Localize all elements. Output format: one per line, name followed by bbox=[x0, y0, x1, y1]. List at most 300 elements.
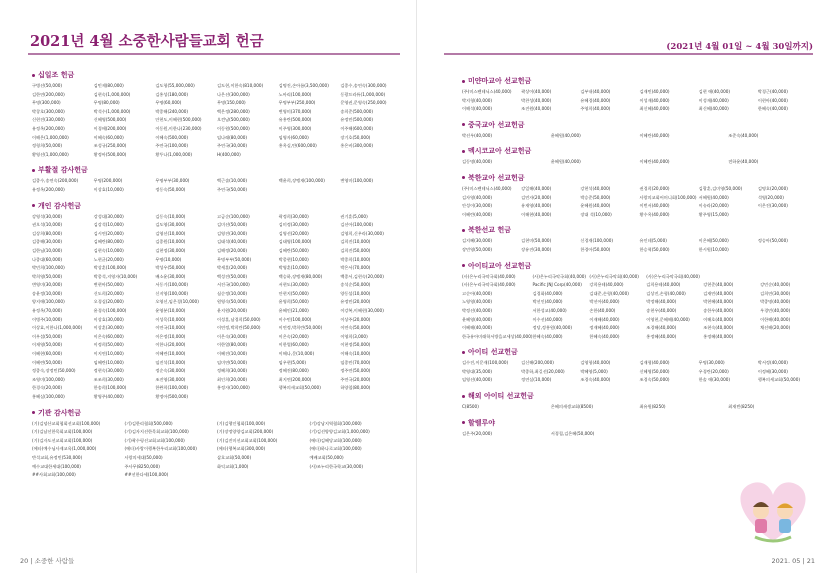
donor-entry: 배소윤(30,000) bbox=[155, 273, 186, 279]
section-heading-text: 북한선교 헌금 bbox=[468, 226, 512, 235]
donor-entry: 김신해(200,000) bbox=[521, 360, 554, 366]
donor-entry: 한솔 애(30,000) bbox=[698, 377, 731, 383]
donor-entry: 반석교회,유정민(530,000) bbox=[32, 454, 83, 460]
donor-list bbox=[462, 359, 817, 385]
donor-entry: 김영진(30,000) bbox=[217, 230, 248, 236]
donor-entry: 노영영(40,000) bbox=[462, 299, 493, 305]
donor-entry: 이정희(50,000) bbox=[93, 342, 124, 348]
donor-entry bbox=[760, 273, 817, 282]
children-heart-illustration bbox=[725, 471, 821, 551]
donor-entry: 신도희(20,000) bbox=[93, 290, 124, 296]
section-heading bbox=[462, 347, 817, 357]
donor-entry: (사)은누리국악국회(40,000) bbox=[532, 273, 587, 279]
donor-entry: 예수교대한세대(100,000) bbox=[32, 463, 81, 469]
donor-entry: 조경해(40,000) bbox=[646, 325, 677, 331]
donor-entry: 윤영분(10,000) bbox=[155, 308, 186, 314]
donor-entry: 정순숙(30,000) bbox=[155, 368, 186, 374]
page-footer-right: 2021. 05 | 21 bbox=[771, 557, 815, 565]
donor-entry: 김희용테(40,000) bbox=[646, 282, 681, 288]
donor-entry: 황영주(40,000) bbox=[93, 394, 124, 399]
donor-entry: 박찬성(40,000) bbox=[521, 97, 552, 103]
section-heading-text: 개인 감사헌금 bbox=[38, 201, 82, 210]
donor-entry: 신지영(100,000) bbox=[155, 290, 189, 296]
section-heading-text: 미얀마교아 선교헌금 bbox=[468, 77, 532, 85]
donor-entry: 이성목(10,000) bbox=[155, 316, 186, 322]
donor-entry: 주사무(8250,000) bbox=[124, 463, 160, 469]
donor-entry: 박지형(40,000) bbox=[462, 97, 493, 103]
donor-entry: 김영형(40,000) bbox=[580, 360, 611, 366]
donor-entry: 김희연(30,000) bbox=[760, 290, 791, 296]
donor-entry: 김영선(10,000) bbox=[155, 230, 186, 236]
donor-entry: 우경란(20,000) bbox=[698, 368, 729, 374]
section-heading bbox=[32, 70, 402, 80]
donor-entry: 이번서(40,000) bbox=[639, 203, 670, 209]
donor-entry: 박현혜(40,000) bbox=[703, 299, 734, 305]
donor-list bbox=[32, 213, 402, 402]
donor-entry: 무명(200,000) bbox=[93, 178, 123, 184]
donor-entry: 양지애(100,000) bbox=[32, 299, 65, 305]
donor-entry: 무명부부(250,000) bbox=[278, 100, 316, 106]
donor-entry: 이은숙(30,000) bbox=[217, 333, 248, 339]
donor-entry bbox=[703, 273, 760, 282]
donor-entry: 황정아(500,000) bbox=[93, 151, 127, 157]
donor-entry: 이혜련(10,000) bbox=[155, 351, 186, 357]
donor-entry: 최지연(200,000) bbox=[278, 376, 312, 382]
donor-entry: 박서정(40,000) bbox=[757, 360, 788, 366]
donor-entry: 김동명(40,000) bbox=[462, 159, 493, 165]
donor-entry: 강성대(30,000) bbox=[93, 213, 124, 219]
donor-entry: 정주연(50,000) bbox=[340, 368, 371, 374]
donor-entry: 이해나,문(10,000) bbox=[278, 351, 315, 357]
donor-entry: 김경화(40,000) bbox=[532, 290, 563, 296]
donor-entry: 이상효(10,000) bbox=[93, 186, 124, 192]
donor-entry: 이혜해(40,000) bbox=[462, 325, 493, 331]
donor-entry: 무명(60,000) bbox=[155, 100, 182, 106]
donor-entry: C(8500) bbox=[462, 404, 479, 410]
donor-entry: 김한님(10,000) bbox=[32, 247, 63, 253]
donor-entry: 이해현(40,000) bbox=[521, 211, 552, 217]
donor-entry: 우경민(40,000) bbox=[760, 307, 791, 313]
donor-entry: 윤혜영(40,000) bbox=[462, 316, 493, 322]
donor-entry: 이연정,박희란(50,000) bbox=[278, 325, 323, 331]
donor-entry: 홍정자(100,000) bbox=[217, 385, 250, 391]
donor-entry: 김수진,이문재(100,000) bbox=[462, 360, 509, 366]
offering-section bbox=[462, 76, 817, 114]
donor-entry: 박희영(50,000) bbox=[32, 273, 63, 279]
donor-entry: 예배교회(50,000) bbox=[309, 454, 344, 460]
donor-entry: 정재혜(40,000) bbox=[589, 325, 620, 331]
title-divider-right bbox=[444, 53, 813, 55]
donor-entry: 곽정희(30,000) bbox=[278, 213, 309, 219]
donor-entry: 이경애(200,000) bbox=[93, 125, 127, 131]
donor-entry: 무명(30,000) bbox=[698, 360, 725, 366]
donor-entry: ##선한다세(100,000) bbox=[124, 472, 169, 478]
bullet-icon bbox=[462, 421, 465, 424]
donor-entry: 이재해(40,000) bbox=[589, 316, 620, 322]
offering-section bbox=[462, 225, 817, 254]
donor-entry: 김광훈,김미영(50,000) bbox=[698, 185, 743, 191]
donor-entry: 이은진(30,000) bbox=[757, 203, 788, 209]
donor-entry: 변영미(30,000) bbox=[32, 282, 63, 288]
donor-entry: 이은숙(60,000) bbox=[93, 333, 124, 339]
donor-entry: 무명부부(30,000) bbox=[155, 178, 190, 184]
donor-entry: (기)김녕산교회협회선교회(100,000) bbox=[32, 420, 101, 426]
donor-entry: 박세훈(20,000) bbox=[217, 265, 248, 271]
donor-entry: 김현숙(1,000,000) bbox=[93, 91, 131, 97]
section-heading bbox=[462, 120, 817, 130]
offering-section bbox=[32, 165, 402, 194]
donor-entry: 박정선(40,000) bbox=[462, 307, 493, 313]
donor-entry: 백성진(50,000) bbox=[217, 273, 248, 279]
donor-entry: 김한연(200,000) bbox=[32, 91, 65, 97]
donor-entry: 유정민(500,000) bbox=[340, 117, 374, 123]
left-sections bbox=[32, 70, 402, 486]
donor-entry: 이해호(40,000) bbox=[703, 316, 734, 322]
section-heading bbox=[462, 418, 817, 428]
bullet-icon bbox=[462, 150, 465, 153]
donor-list bbox=[462, 185, 817, 219]
donor-entry: 정당,정흥원(40,000) bbox=[532, 325, 572, 331]
donor-entry: 이연국(10,000) bbox=[155, 325, 186, 331]
donor-entry: 김종해(30,000) bbox=[32, 239, 63, 245]
donor-entry: 김혜란(50,000) bbox=[278, 247, 309, 253]
bullet-icon bbox=[462, 176, 465, 179]
donor-entry: 장기호(50,000) bbox=[340, 134, 371, 140]
donor-entry: (기)김선양양김교회(1,000,000) bbox=[309, 429, 370, 435]
donor-entry: 황정아(500,000) bbox=[155, 394, 189, 399]
offering-section bbox=[462, 418, 817, 439]
page-footer-left: 20 | 소중한 사람들 bbox=[20, 557, 75, 565]
donor-entry: 김현미(50,000) bbox=[521, 238, 552, 244]
donor-entry: 오영선,임은경(10,000) bbox=[155, 299, 199, 305]
donor-entry: 윤지원(20,000) bbox=[217, 308, 248, 314]
donor-entry: 안현도,이혜현(500,000) bbox=[155, 117, 202, 123]
donor-entry: 한승혁(50,000) bbox=[639, 246, 670, 252]
donor-entry: 구병선(50,000) bbox=[32, 83, 63, 88]
donor-entry: 윤혜원(40,000) bbox=[550, 132, 581, 138]
donor-entry: 박영훈(10,000) bbox=[278, 265, 309, 271]
donor-entry: 조성규(250,000) bbox=[93, 143, 127, 149]
donor-entry: 나종대(60,000) bbox=[32, 256, 63, 262]
donor-entry: 이성재(40,000) bbox=[639, 97, 670, 103]
donor-entry: 주연국(50,000) bbox=[217, 186, 248, 192]
section-heading bbox=[462, 225, 817, 235]
donor-entry: 이혜숙(60,000) bbox=[93, 134, 124, 140]
donor-entry: 서경철,김은혜(50,000) bbox=[550, 430, 595, 436]
donor-entry: 이혜진(10,000) bbox=[217, 351, 248, 357]
donor-entry: 고금순(100,000) bbox=[217, 213, 250, 219]
donor-entry: 한시원(10,000) bbox=[698, 246, 729, 252]
donor-entry: 한경아(50,000) bbox=[580, 246, 611, 252]
donor-entry: 서현도(30,000) bbox=[278, 282, 309, 288]
donor-entry: 장대 석(10,000) bbox=[580, 211, 612, 217]
right-sections bbox=[462, 76, 817, 444]
donor-entry: 사랑의교회어머니회(100,000) bbox=[639, 194, 697, 200]
donor-entry: 이지연(10,000) bbox=[93, 351, 124, 357]
donor-entry: 정현숙(30,000) bbox=[93, 368, 124, 374]
donor-entry: 이혜련(50,000) bbox=[32, 359, 63, 365]
donor-entry: 김동숙(10,000) bbox=[155, 213, 186, 219]
bullet-icon bbox=[462, 80, 465, 83]
donor-entry: 이슈라(20,000) bbox=[698, 203, 729, 209]
donor-list bbox=[462, 132, 817, 141]
section-heading bbox=[462, 76, 817, 86]
donor-entry: 하양철(80,000) bbox=[340, 385, 371, 391]
donor-entry: 정혜진(80,000) bbox=[278, 368, 309, 374]
donor-entry: 유정옥(200,000) bbox=[32, 186, 65, 192]
donor-entry: 황투나(1,000,000) bbox=[155, 151, 193, 157]
donor-entry: 조경숙(50,000) bbox=[639, 377, 670, 383]
bullet-icon bbox=[462, 264, 465, 267]
donor-entry: 박종하,최길선(20,000) bbox=[521, 368, 565, 374]
donor-entry: 강영석(30,000) bbox=[32, 213, 63, 219]
donor-entry: 서진국(100,000) bbox=[217, 282, 250, 288]
donor-entry: 유정민(20,000) bbox=[340, 299, 371, 305]
donor-entry: 홍정혜(40,000) bbox=[646, 333, 677, 339]
section-heading bbox=[32, 201, 402, 211]
donor-entry: 곽상이(40,000) bbox=[521, 89, 552, 94]
donor-entry: 홍정혜(40,000) bbox=[703, 333, 734, 339]
donor-entry: 강일해(40,000) bbox=[521, 185, 552, 191]
bullet-icon bbox=[32, 411, 35, 414]
donor-entry: 김선아(100,000) bbox=[340, 222, 374, 228]
donor-list bbox=[462, 158, 817, 167]
donor-entry: 김태영(100,000) bbox=[278, 239, 312, 245]
donor-list bbox=[462, 430, 817, 439]
donor-entry: (에타)행복교회(300,000) bbox=[217, 446, 266, 452]
donor-entry: 안현지(50,000) bbox=[278, 290, 309, 296]
donor-entry: 홍옥실,탄(600,000) bbox=[278, 143, 317, 149]
donor-entry: 박영대(35,000) bbox=[462, 368, 493, 374]
donor-entry: 김종수,송연숙(200,000) bbox=[32, 178, 79, 184]
left-page bbox=[0, 0, 417, 573]
donor-entry: 장민영(50,000) bbox=[462, 246, 493, 252]
donor-entry: 윤영희(50,000) bbox=[278, 299, 309, 305]
donor-list bbox=[32, 177, 402, 194]
donor-entry: 정형희(50,000) bbox=[32, 143, 63, 149]
donor-entry: 정동숙(50,000) bbox=[155, 186, 186, 192]
donor-entry: 김재민(40,000) bbox=[703, 290, 734, 296]
donor-entry: 박종명(40,000) bbox=[760, 299, 791, 305]
donor-entry: 박승준(50,000) bbox=[580, 194, 611, 200]
donor-entry: 박창호(300,000) bbox=[32, 108, 65, 114]
donor-entry: 김명진,손아름(3,500,000) bbox=[278, 83, 329, 88]
donor-entry: 임진석(10,000) bbox=[155, 359, 186, 365]
donor-entry: 김미정(30,000) bbox=[278, 222, 309, 228]
donor-entry: 조현숙(40,000) bbox=[703, 325, 734, 331]
donor-entry: 김재민(40,000) bbox=[639, 89, 670, 94]
offering-section bbox=[462, 173, 817, 219]
donor-entry: (사)조누리한국학교(30,000) bbox=[309, 463, 364, 469]
offering-section bbox=[462, 391, 817, 412]
title-divider bbox=[28, 53, 400, 55]
donor-list bbox=[32, 420, 402, 480]
donor-entry: 백승하,장엥재(80,000) bbox=[278, 273, 323, 279]
donor-entry: 무명(10,000) bbox=[155, 256, 182, 262]
donor-entry: 최신혜(40,000) bbox=[698, 106, 729, 112]
donor-entry: 박종현(10,000) bbox=[278, 256, 309, 262]
donor-entry: 송석순(50,000) bbox=[340, 282, 371, 288]
donor-entry: 유홍란(500,000) bbox=[278, 117, 312, 123]
donor-entry: 이재영(50,000) bbox=[32, 342, 63, 348]
section-heading-text: 북한교아 선교헌금 bbox=[468, 173, 525, 182]
donor-entry: (기)김행인협회(100,000) bbox=[217, 420, 266, 426]
donor-entry: 신혜영(500,000) bbox=[93, 117, 127, 123]
donor-list bbox=[462, 403, 817, 412]
section-heading-text: 십일조 헌금 bbox=[38, 71, 75, 79]
donor-entry: 이해석(40,000) bbox=[462, 106, 493, 112]
donor-entry: 조진영(30,000) bbox=[155, 376, 186, 382]
section-heading-text: 부활절 감사헌금 bbox=[38, 166, 88, 175]
donor-entry: (에타)예수님사제교육(1,000,000) bbox=[32, 446, 97, 452]
donor-entry: 김시연(20,000) bbox=[93, 230, 124, 236]
donor-entry: 양동섭(10,000) bbox=[340, 290, 371, 296]
donor-entry: 김도형(55,000,000) bbox=[155, 83, 195, 88]
donor-entry: (주)미스펜테닉스(40,000) bbox=[462, 89, 512, 94]
donor-entry: 이한해(40,000) bbox=[760, 316, 791, 322]
donor-entry: 김혜란(80,000) bbox=[93, 239, 124, 245]
donor-entry: 이혜란(40,000) bbox=[639, 132, 670, 138]
donor-entry: 오견남(500,000) bbox=[217, 117, 250, 123]
section-heading-text: 아이티교아 선교헌금 bbox=[468, 261, 532, 270]
donor-entry: 송윤정(10,000) bbox=[32, 290, 63, 296]
right-page bbox=[418, 0, 835, 573]
donor-entry: 이주영(300,000) bbox=[278, 125, 312, 131]
donor-entry: 이수선(40,000) bbox=[532, 316, 563, 322]
donor-entry: 최인희(20,000) bbox=[217, 376, 248, 382]
donor-entry: 노아리(100,000) bbox=[278, 91, 312, 97]
donor-entry: 이상효(30,000) bbox=[93, 316, 124, 322]
donor-entry: (기)곽수평선교회교회(100,000) bbox=[124, 437, 185, 443]
section-heading-text: 멕시코교아 선교헌금 bbox=[468, 147, 532, 156]
donor-entry: 조준숙(40,000) bbox=[728, 132, 759, 138]
donor-entry: 박석수(1,000,000) bbox=[93, 108, 131, 114]
bullet-icon bbox=[32, 204, 35, 207]
donor-entry: 임종민(70,000) bbox=[340, 359, 371, 365]
donor-entry: 김미선(50,000) bbox=[217, 222, 248, 228]
donor-entry: 서동기(100,000) bbox=[155, 282, 189, 288]
donor-entry: (에타)하나로교회(100,000) bbox=[309, 446, 362, 452]
donor-entry: 김부내(40,000) bbox=[580, 89, 611, 94]
donor-entry: 박선인(40,000) bbox=[532, 299, 563, 305]
donor-entry: 이현정(50,000) bbox=[340, 342, 371, 348]
donor-entry: 정혜희(30,000) bbox=[217, 368, 248, 374]
donor-entry: 박민희(100,000) bbox=[32, 265, 65, 271]
donor-entry: (사)은누리국악국회(40,000) bbox=[462, 273, 516, 279]
donor-entry: 김현숙(10,000) bbox=[93, 247, 124, 253]
offering-section bbox=[462, 120, 817, 141]
offering-section bbox=[462, 146, 817, 167]
donor-entry: 이은혜(50,000) bbox=[698, 238, 729, 244]
donor-entry: 은혜의새생교회(8500) bbox=[550, 404, 593, 410]
donor-entry: 최유원(8250) bbox=[639, 404, 666, 410]
donor-entry: 김태석(40,000) bbox=[217, 239, 248, 245]
donor-entry: 이영희(3,000) bbox=[340, 333, 368, 339]
section-heading bbox=[32, 408, 402, 418]
bullet-icon bbox=[32, 169, 35, 172]
bullet-icon bbox=[462, 395, 465, 398]
donor-entry: 정승아(50,000) bbox=[757, 238, 788, 244]
donor-entry: 박종희(10,000) bbox=[340, 256, 371, 262]
donor-entry: 김명호(20,000) bbox=[757, 185, 788, 191]
donor-entry: 서혜원(40,000) bbox=[698, 194, 729, 200]
donor-entry: 박종석,지영자(10,000) bbox=[93, 273, 138, 279]
offering-section bbox=[462, 347, 817, 385]
donor-entry: 정연실(10,000) bbox=[521, 377, 552, 383]
donor-entry: 임미연(50,000) bbox=[217, 359, 248, 365]
donor-entry: 김영선(20,000) bbox=[278, 230, 309, 236]
donor-entry: 유정옥(70,000) bbox=[32, 308, 63, 314]
donor-entry: 행복의세교회(50,000) bbox=[757, 377, 801, 383]
donor-entry: (기)김진미선교회교회(100,000) bbox=[217, 437, 278, 443]
donor-entry: 한혜숙(40,000) bbox=[757, 106, 788, 112]
donor-entry: 무명(150,000) bbox=[217, 100, 246, 106]
section-heading bbox=[462, 173, 817, 183]
donor-entry: 석영(20,000) bbox=[757, 194, 784, 200]
donor-entry: 백종서,김현숙(20,000) bbox=[340, 273, 384, 279]
donor-entry: 박은서(70,000) bbox=[340, 265, 371, 271]
offering-section bbox=[32, 408, 402, 480]
donor-entry: (기)김남선한목회교회(100,000) bbox=[32, 429, 93, 435]
donor-entry: 문영권,문영숙(250,000) bbox=[340, 100, 387, 106]
donor-entry: 조경숙(40,000) bbox=[580, 377, 611, 383]
donor-entry: 김상진,손형(40,000) bbox=[646, 290, 686, 296]
donor-entry: 권오석(10,000) bbox=[32, 222, 63, 228]
section-heading-text: 기관 감사헌금 bbox=[38, 408, 82, 417]
donor-entry: 정종숙,장정민(50,000) bbox=[32, 368, 76, 374]
donor-entry: 김대준,손형(40,000) bbox=[589, 290, 629, 296]
donor-entry: 강현준(40,000) bbox=[703, 282, 734, 288]
donor-entry: 오경실(20,000) bbox=[93, 299, 124, 305]
donor-entry: 백윤희,장엥재(100,000) bbox=[278, 178, 325, 184]
donor-entry: 삼호교회(50,000) bbox=[217, 454, 252, 460]
donor-entry: 임우현(5,000) bbox=[278, 359, 307, 365]
donor-entry: 노현균(20,000) bbox=[93, 256, 124, 262]
donor-entry: 유인데(5,000) bbox=[639, 238, 667, 244]
bullet-icon bbox=[462, 123, 465, 126]
donor-list bbox=[462, 88, 817, 114]
section-heading-text: 아이티 선교헌금 bbox=[468, 348, 518, 357]
donor-entry: (기)강남지역협회(100,000) bbox=[309, 420, 362, 426]
donor-entry: 무명부부(50,000) bbox=[217, 256, 252, 262]
donor-entry: 박경근(40,000) bbox=[757, 89, 788, 94]
donor-entry: 박성우(50,000) bbox=[155, 265, 186, 271]
donor-entry: 강희용테(40,000) bbox=[589, 282, 624, 288]
donor-entry: 김희진(10,000) bbox=[340, 239, 371, 245]
donor-entry: 이성재(40,000) bbox=[698, 97, 729, 103]
donor-entry: 김영희,신우라(30,000) bbox=[340, 230, 384, 236]
section-heading bbox=[32, 165, 402, 175]
donor-entry: 이은숙(20,000) bbox=[278, 333, 309, 339]
donor-entry: 이우섭(50,000) bbox=[32, 333, 63, 339]
donor-entry: 이한열(80,000) bbox=[217, 342, 248, 348]
section-heading bbox=[462, 391, 817, 401]
donor-entry: 이정혜(30,000) bbox=[757, 368, 788, 374]
donor-entry: 김강석(10,000) bbox=[93, 222, 124, 228]
donor-entry: 황영선(1,000,000) bbox=[32, 151, 69, 157]
donor-entry: 김현정(30,000) bbox=[155, 247, 186, 253]
donor-entry: 한경숙(20,000) bbox=[32, 385, 63, 391]
donor-entry: (에타)사랑이행복한우리교회(100,000) bbox=[124, 446, 197, 452]
donor-entry: (사)은누리국악국회(40,000) bbox=[462, 282, 516, 288]
donor-entry: 홍은비(300,000) bbox=[340, 143, 374, 149]
donor-entry: 박혜영(5,000) bbox=[580, 368, 608, 374]
donor-entry: 서한성교(40,000) bbox=[532, 307, 567, 313]
donor-entry: (기)김자도선교회교회(100,000) bbox=[32, 437, 93, 443]
donor-entry: (기)장정양양김교회(200,000) bbox=[217, 429, 274, 435]
donor-entry: 이은정(10,000) bbox=[155, 333, 186, 339]
donor-entry: (주)미스펜테닉스(40,000) bbox=[462, 185, 512, 191]
